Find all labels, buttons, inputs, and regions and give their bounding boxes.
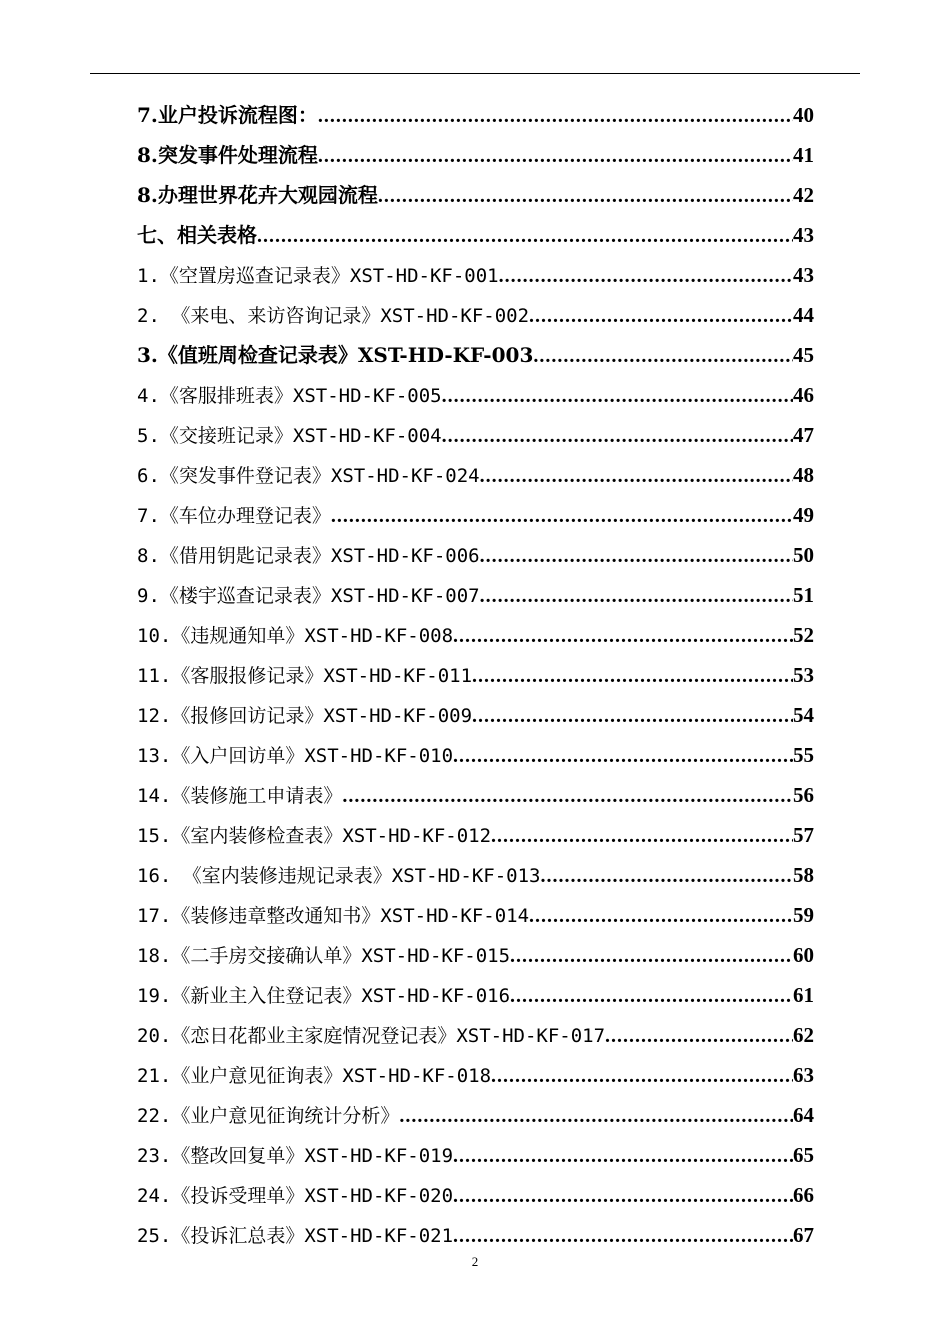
toc-entry-title: 2. 《来电、来访咨询记录》XST-HD-KF-002 [137, 305, 530, 327]
toc-entry-title: 19.《新业主入住登记表》XST-HD-KF-016 [137, 985, 511, 1007]
toc-entry[interactable] [137, 775, 814, 815]
toc-entry-title: 4.《客服排班表》XST-HD-KF-005 [137, 385, 442, 407]
toc-entry-page: 43 [793, 263, 814, 287]
page-number: 2 [471, 1254, 479, 1269]
toc-entry-title: 1.《空置房巡查记录表》XST-HD-KF-001 [137, 265, 499, 287]
table-of-contents [137, 95, 814, 1255]
toc-entry[interactable] [137, 455, 814, 495]
toc-dot-leader [529, 896, 793, 935]
toc-dot-leader [342, 776, 793, 815]
toc-entry-page: 65 [793, 1143, 814, 1167]
toc-dot-leader [491, 1056, 793, 1095]
toc-entry-page: 43 [793, 223, 814, 247]
toc-entry-page: 42 [793, 183, 814, 207]
toc-entry-page: 56 [793, 783, 814, 807]
toc-entry[interactable] [137, 895, 814, 935]
toc-entry-title: 8.办理世界花卉大观园流程 [137, 183, 378, 207]
toc-entry[interactable] [137, 135, 814, 175]
toc-entry[interactable] [137, 1175, 814, 1215]
toc-entry[interactable] [137, 375, 814, 415]
toc-entry-title: 12.《报修回访记录》XST-HD-KF-009 [137, 705, 473, 727]
toc-entry-page: 63 [793, 1063, 814, 1087]
toc-entry-page: 66 [793, 1183, 814, 1207]
toc-entry-page: 48 [793, 463, 814, 487]
toc-entry-title: 25.《投诉汇总表》XST-HD-KF-021 [137, 1225, 454, 1247]
toc-entry[interactable] [137, 255, 814, 295]
toc-entry-title: 13.《入户回访单》XST-HD-KF-010 [137, 745, 454, 767]
toc-entry-title: 18.《二手房交接确认单》XST-HD-KF-015 [137, 945, 511, 967]
toc-entry-title: 20.《恋日花都业主家庭情况登记表》XST-HD-KF-017 [137, 1025, 606, 1047]
toc-entry-page: 64 [793, 1103, 814, 1127]
toc-entry[interactable] [137, 415, 814, 455]
toc-entry-title: 7.业户投诉流程图： [137, 103, 318, 127]
toc-dot-leader [257, 216, 793, 255]
toc-dot-leader [318, 96, 793, 135]
toc-dot-leader [378, 176, 793, 215]
toc-entry-title: 23.《整改回复单》XST-HD-KF-019 [137, 1145, 454, 1167]
toc-dot-leader [442, 376, 793, 415]
toc-entry[interactable] [137, 655, 814, 695]
toc-entry[interactable] [137, 1135, 814, 1175]
toc-entry-page: 44 [793, 303, 814, 327]
toc-entry-page: 46 [793, 383, 814, 407]
toc-entry[interactable] [137, 615, 814, 655]
toc-entry[interactable] [137, 1215, 814, 1255]
toc-dot-leader [510, 976, 793, 1015]
toc-entry-title: 17.《装修违章整改通知书》XST-HD-KF-014 [137, 905, 530, 927]
toc-dot-leader [540, 856, 793, 895]
toc-entry[interactable] [137, 175, 814, 215]
toc-entry-title: 24.《投诉受理单》XST-HD-KF-020 [137, 1185, 454, 1207]
toc-dot-leader [480, 456, 793, 495]
toc-entry[interactable] [137, 975, 814, 1015]
toc-entry[interactable] [137, 1015, 814, 1055]
toc-entry[interactable] [137, 215, 814, 255]
toc-entry-page: 50 [793, 543, 814, 567]
toc-entry-title: 8.《借用钥匙记录表》XST-HD-KF-006 [137, 545, 480, 567]
toc-dot-leader [399, 1096, 793, 1135]
toc-entry-title: 9.《楼宇巡查记录表》XST-HD-KF-007 [137, 585, 480, 607]
toc-entry-title: 14.《装修施工申请表》 [137, 785, 343, 807]
toc-dot-leader [472, 696, 793, 735]
toc-entry-page: 41 [793, 143, 814, 167]
toc-dot-leader [331, 496, 793, 535]
toc-entry-page: 45 [793, 343, 814, 367]
toc-entry[interactable] [137, 95, 814, 135]
toc-entry-page: 52 [793, 623, 814, 647]
toc-entry-title: 3.《值班周检查记录表》XST-HD-KF-003 [137, 343, 534, 367]
header-rule [90, 73, 860, 74]
toc-entry-page: 54 [793, 703, 814, 727]
toc-dot-leader [453, 1216, 793, 1255]
toc-entry-page: 62 [793, 1023, 814, 1047]
toc-dot-leader [472, 656, 793, 695]
toc-dot-leader [453, 1176, 793, 1215]
toc-entry-page: 59 [793, 903, 814, 927]
toc-entry[interactable] [137, 335, 814, 375]
toc-dot-leader [529, 296, 793, 335]
toc-entry[interactable] [137, 575, 814, 615]
toc-entry-page: 40 [793, 103, 814, 127]
toc-entry[interactable] [137, 1055, 814, 1095]
toc-entry-page: 58 [793, 863, 814, 887]
toc-entry[interactable] [137, 935, 814, 975]
toc-entry-page: 53 [793, 663, 814, 687]
toc-dot-leader [605, 1016, 793, 1055]
toc-entry-page: 67 [793, 1223, 814, 1247]
toc-dot-leader [491, 816, 793, 855]
toc-entry-page: 57 [793, 823, 814, 847]
toc-entry-page: 61 [793, 983, 814, 1007]
toc-entry[interactable] [137, 535, 814, 575]
toc-dot-leader [499, 256, 793, 295]
toc-dot-leader [453, 736, 793, 775]
toc-dot-leader [510, 936, 793, 975]
toc-entry[interactable] [137, 295, 814, 335]
toc-dot-leader [480, 536, 793, 575]
toc-entry[interactable] [137, 855, 814, 895]
toc-dot-leader [318, 136, 793, 175]
toc-dot-leader [453, 1136, 793, 1175]
toc-entry-title: 8.突发事件处理流程 [137, 143, 318, 167]
toc-dot-leader [533, 336, 793, 375]
toc-entry[interactable] [137, 1095, 814, 1135]
toc-entry-page: 60 [793, 943, 814, 967]
toc-entry-title: 5.《交接班记录》XST-HD-KF-004 [137, 425, 442, 447]
toc-entry-title: 15.《室内装修检查表》XST-HD-KF-012 [137, 825, 492, 847]
toc-entry-page: 55 [793, 743, 814, 767]
toc-entry[interactable] [137, 495, 814, 535]
toc-entry-title: 七、相关表格 [137, 223, 257, 247]
toc-entry-page: 51 [793, 583, 814, 607]
toc-entry-title: 10.《违规通知单》XST-HD-KF-008 [137, 625, 454, 647]
toc-entry-title: 22.《业户意见征询统计分析》 [137, 1105, 400, 1127]
toc-entry-page: 47 [793, 423, 814, 447]
toc-entry[interactable] [137, 815, 814, 855]
toc-dot-leader [442, 416, 793, 455]
toc-entry[interactable] [137, 735, 814, 775]
toc-dot-leader [480, 576, 793, 615]
toc-entry-title: 11.《客服报修记录》XST-HD-KF-011 [137, 665, 473, 687]
toc-entry-page: 49 [793, 503, 814, 527]
toc-entry[interactable] [137, 695, 814, 735]
toc-entry-title: 16. 《室内装修违规记录表》XST-HD-KF-013 [137, 865, 541, 887]
toc-entry-title: 21.《业户意见征询表》XST-HD-KF-018 [137, 1065, 492, 1087]
toc-entry-title: 7.《车位办理登记表》 [137, 505, 331, 527]
toc-dot-leader [453, 616, 793, 655]
toc-entry-title: 6.《突发事件登记表》XST-HD-KF-024 [137, 465, 480, 487]
